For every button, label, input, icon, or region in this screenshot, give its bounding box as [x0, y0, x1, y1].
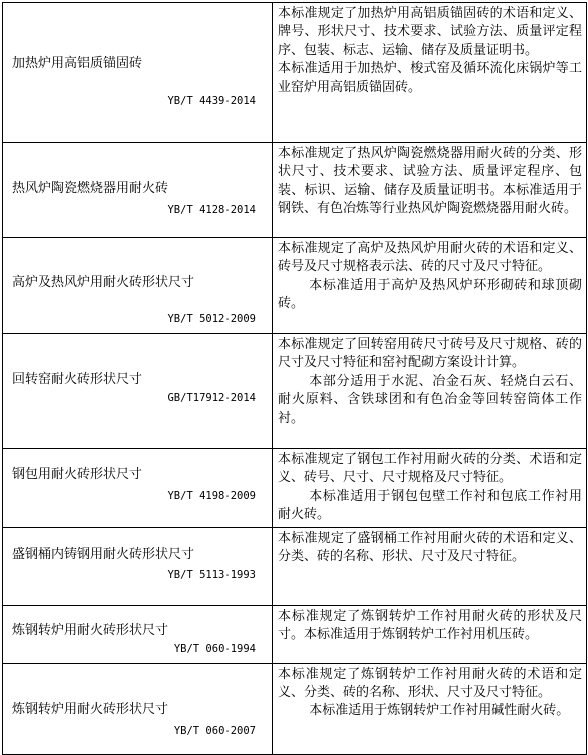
- standard-name: 回转窑耐火砖形状尺寸: [12, 372, 143, 387]
- standard-name: 加热炉用高铝质锚固砖: [12, 56, 143, 71]
- description-paragraph: 本标准适用于高炉及热风炉环形砌砖和球顶砌砖。: [278, 277, 582, 312]
- standard-name: 盛钢桶内铸钢用耐火砖形状尺寸: [12, 546, 195, 562]
- table-row: [3, 527, 587, 605]
- description-paragraph: 本标准规定了钢包工作衬用耐火砖的分类、术语和定义、砖号、尺寸、尺寸规格及尺寸特征。: [278, 452, 582, 486]
- standard-name: 炼钢转炉用耐火砖形状尺寸: [12, 622, 169, 638]
- standard-description-cell: [273, 334, 587, 449]
- standard-name-cell: [3, 527, 273, 605]
- description-paragraph: 本标准适用于加热炉、梭式窑及循环流化床锅炉等工业窑炉用高铝质锚固砖。: [278, 61, 582, 95]
- standard-description-cell: [273, 449, 587, 528]
- standard-code: GB/T17912-2014: [167, 392, 256, 404]
- standard-code: YB/T 5113-1993: [167, 568, 256, 581]
- standard-description-cell: [273, 527, 587, 605]
- standard-name-cell: [3, 605, 273, 663]
- standard-name: 钢包用耐火砖形状尺寸: [12, 467, 143, 482]
- description-paragraph: 本标准规定了热风炉陶瓷燃烧器用耐火砖的分类、形状尺寸、技术要求、试验方法、质量评定程序、包装、标识、运输、储存及质量证明书。本标准适用于钢铁、有色冶炼等行业热风炉陶瓷燃烧器用耐火砖。: [278, 146, 582, 217]
- standard-code: YB/T 4128-2014: [167, 204, 256, 216]
- standard-description-cell: [273, 663, 587, 754]
- standards-table: [2, 2, 587, 755]
- table-row: [3, 449, 587, 528]
- standard-name-cell: [3, 3, 273, 143]
- description-paragraph: 本标准规定了高炉及热风炉用耐火砖的术语和定义、砖号及尺寸规格表示法、砖的尺寸及尺寸特征。: [278, 241, 582, 275]
- standard-description-cell: [273, 143, 587, 238]
- description-paragraph: 本标准适用于炼钢转炉工作衬用碱性耐火砖。: [309, 703, 570, 719]
- standard-name-cell: [3, 143, 273, 238]
- standard-code: YB/T 060-2007: [173, 724, 256, 737]
- standard-name-cell: [3, 663, 273, 754]
- standard-code: YB/T 4198-2009: [167, 490, 256, 502]
- table-row: [3, 334, 587, 449]
- standard-name-cell: [3, 449, 273, 528]
- description-paragraph: 本标准规定了加热炉用高铝质锚固砖的术语和定义、牌号、形状尺寸、技术要求、试验方法、质量评定程序、包装、标志、运输、储存及质量证明书。: [278, 6, 582, 58]
- table-row: [3, 663, 587, 754]
- standard-code: YB/T 060-1994: [173, 642, 256, 655]
- standard-description-cell: [273, 3, 587, 143]
- standard-code: YB/T 5012-2009: [167, 313, 256, 325]
- standard-name: 炼钢转炉用耐火砖形状尺寸: [12, 701, 169, 717]
- standard-description-cell: [273, 605, 587, 663]
- description-paragraph: 本标准规定了回转窑用砖尺寸砖号及尺寸规格、砖的尺寸及尺寸特征和窑衬配砌方案设计计算。: [278, 337, 582, 371]
- table-row: [3, 143, 587, 238]
- description-paragraph: 本部分适用于水泥、冶金石灰、轻烧白云石、耐火原料、含铁球团和有色冶金等回转窑筒体工作衬。: [278, 373, 582, 426]
- table-row: [3, 3, 587, 143]
- description-paragraph: 本标准规定了炼钢转炉工作衬用耐火砖的术语和定义、分类、砖的名称、形状、尺寸及尺寸特征。: [278, 666, 582, 701]
- description-paragraph: 本标准规定了盛钢桶工作衬用耐火砖的术语和定义、分类、砖的名称、形状、尺寸及尺寸特征。: [278, 530, 582, 565]
- standard-name-cell: [3, 334, 273, 449]
- description-paragraph: 本标准规定了炼钢转炉工作衬用耐火砖的形状及尺寸。本标准适用于炼钢转炉工作衬用机压砖。: [278, 608, 582, 643]
- standard-name-cell: [3, 238, 273, 334]
- standard-description-cell: [273, 238, 587, 334]
- table-row: [3, 238, 587, 334]
- description-paragraph: 本标准适用于钢包包壁工作衬和包底工作衬用耐火砖。: [278, 488, 582, 523]
- standard-name: 高炉及热风炉用耐火砖形状尺寸: [12, 275, 195, 290]
- table-row: [3, 605, 587, 663]
- standard-name: 热风炉陶瓷燃烧器用耐火砖: [12, 181, 169, 196]
- standard-code: YB/T 4439-2014: [167, 95, 256, 107]
